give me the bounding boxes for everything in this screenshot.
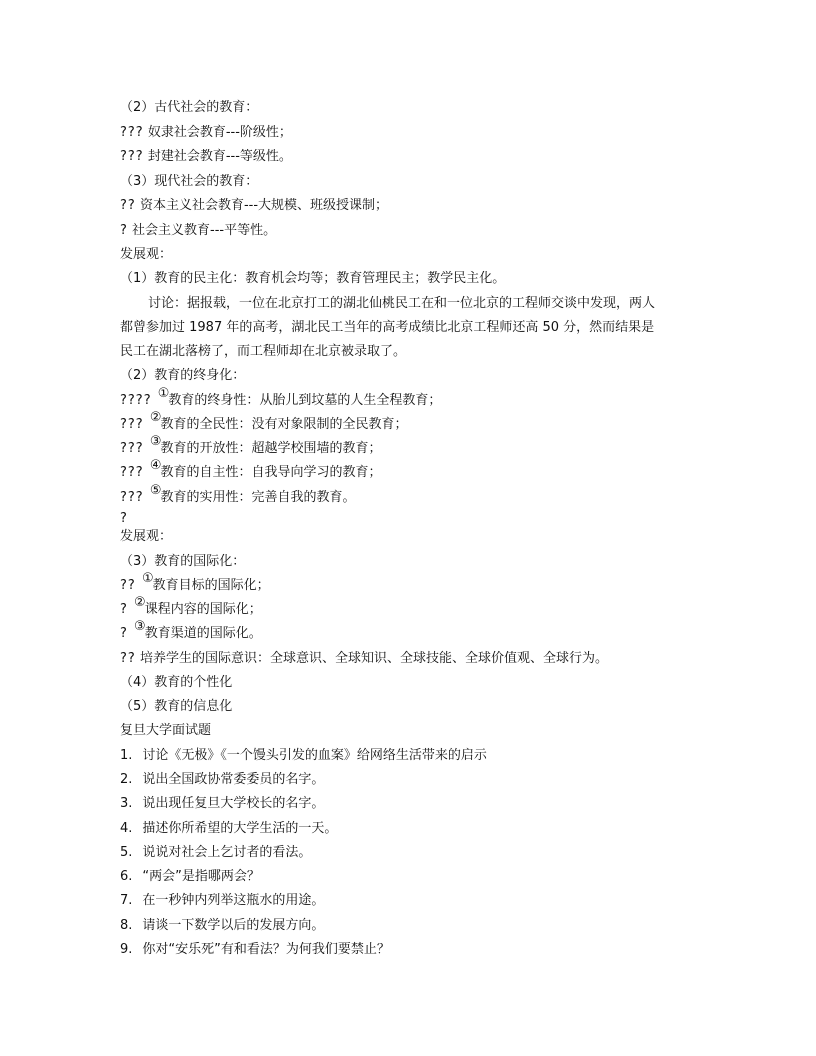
discussion-paragraph-line [148, 293, 655, 315]
list-item [120, 483, 356, 509]
question-number: 6. [120, 869, 133, 884]
unknown-glyphs: ???? [120, 393, 152, 408]
line-text: 社会主义教育---平等性。 [132, 223, 277, 238]
line-text: 复旦大学面试题 [120, 723, 212, 738]
heading-development-view [120, 244, 172, 266]
question-item [120, 866, 260, 888]
unknown-glyphs: ?? [120, 198, 136, 213]
heading-fudan-interview [120, 720, 211, 742]
unknown-glyphs: ??? [120, 465, 144, 480]
line-text: （2）古代社会的教育： [120, 100, 259, 115]
question-number: 1. [120, 748, 133, 763]
line-text: （3）教育的国际化： [120, 554, 246, 569]
heading-development-view [120, 526, 172, 548]
line-text: 教育的自主性：自我导向学习的教育； [160, 465, 382, 480]
unknown-glyphs: ??? [120, 149, 144, 164]
list-item [120, 619, 262, 645]
line-text: 奴隶社会教育---阶级性； [147, 125, 292, 140]
heading-ancient-education [120, 97, 258, 119]
line-text: 民工在湖北落榜了，而工程师却在北京被录取了。 [120, 344, 407, 359]
question-text: 描述你所希望的大学生活的一天。 [142, 821, 338, 836]
heading-modern-education [120, 171, 258, 193]
heading-internationalization [120, 551, 245, 573]
question-text: 说出全国政协常委委员的名字。 [142, 772, 325, 787]
line-text: 发展观： [120, 247, 173, 262]
line-text: 资本主义社会教育---大规模、班级授课制； [139, 198, 389, 213]
question-item [120, 939, 390, 961]
line-text: ? [120, 511, 127, 526]
question-number: 2. [120, 772, 133, 787]
question-number: 5. [120, 845, 133, 860]
heading-informatization [120, 696, 232, 718]
circled-number: ② [134, 595, 146, 610]
line-text: 教育的终身性：从胎儿到坟墓的人生全程教育； [168, 393, 442, 408]
list-item [120, 195, 388, 217]
question-text: “两会”是指哪两会？ [142, 869, 260, 884]
question-text: 说说对社会上乞讨者的看法。 [142, 845, 312, 860]
circled-number: ⑤ [149, 483, 162, 498]
unknown-glyphs: ? [120, 602, 128, 617]
line-text: 课程内容的国际化； [144, 602, 262, 617]
unknown-glyphs: ? [120, 223, 128, 238]
unknown-glyphs: ??? [120, 125, 144, 140]
line-text: 教育渠道的国际化。 [144, 626, 262, 641]
line-text: 讨论：据报载，一位在北京打工的湖北仙桃民工在和一位北京的工程师交谈中发现，两人 [148, 296, 656, 311]
unknown-glyphs: ?? [120, 578, 136, 593]
unknown-glyphs: ??? [120, 441, 144, 456]
discussion-paragraph-line [120, 341, 406, 363]
line-text: 教育的开放性：超越学校围墙的教育； [160, 441, 382, 456]
line-text: 培养学生的国际意识：全球意识、全球知识、全球技能、全球价值观、全球行为。 [139, 651, 608, 666]
line-text: 教育的实用性：完善自我的教育。 [160, 490, 356, 505]
question-text: 请谈一下数学以后的发展方向。 [142, 918, 325, 933]
line-text: （1）教育的民主化：教育机会均等；教育管理民主；教学民主化。 [120, 271, 506, 286]
question-item [120, 818, 337, 840]
line-text: （3）现代社会的教育： [120, 174, 259, 189]
question-item [120, 793, 324, 815]
list-item [120, 146, 292, 168]
line-text: 教育的全民性：没有对象限制的全民教育； [160, 417, 408, 432]
circled-number: ④ [149, 458, 162, 473]
question-number: 7. [120, 893, 133, 908]
unknown-glyphs: ? [120, 626, 128, 641]
question-item [120, 842, 311, 864]
question-item [120, 915, 324, 937]
line-text: 发展观： [120, 529, 173, 544]
question-item [120, 769, 324, 791]
unknown-glyphs: ??? [120, 417, 144, 432]
line-text: （5）教育的信息化 [120, 699, 233, 714]
unknown-glyphs: ??? [120, 490, 144, 505]
circled-number: ① [157, 386, 170, 401]
heading-democratization [120, 268, 505, 290]
question-text: 讨论《无极》《一个馒头引发的血案》给网络生活带来的启示 [142, 748, 487, 763]
line-text: （4）教育的个性化 [120, 675, 233, 690]
question-text: 说出现任复旦大学校长的名字。 [142, 796, 325, 811]
list-item [120, 220, 276, 242]
question-number: 3. [120, 796, 133, 811]
question-number: 4. [120, 821, 133, 836]
question-number: 8. [120, 918, 133, 933]
list-item [120, 386, 442, 412]
question-item [120, 890, 324, 912]
circled-number: ③ [134, 619, 146, 634]
circled-number: ① [141, 571, 154, 586]
line-text: 教育目标的国际化； [152, 578, 270, 593]
line-text: 封建社会教育---等级性。 [147, 149, 292, 164]
question-text: 在一秒钟内列举这瓶水的用途。 [142, 893, 325, 908]
heading-lifelong [120, 365, 245, 387]
line-text: （2）教育的终身化： [120, 368, 246, 383]
circled-number: ② [149, 410, 162, 425]
question-text: 你对“安乐死”有和看法？为何我们要禁止？ [142, 942, 390, 957]
line-text: 都曾参加过 1987 年的高考，湖北民工当年的高考成绩比北京工程师还高 50 分，然而结果是 [120, 320, 655, 335]
unknown-glyphs: ?? [120, 651, 136, 666]
heading-individualization [120, 672, 232, 694]
question-item [120, 745, 487, 767]
list-item [120, 648, 608, 670]
list-item [120, 410, 408, 436]
question-number: 9. [120, 942, 133, 957]
discussion-paragraph-line [120, 317, 654, 339]
circled-number: ③ [149, 434, 162, 449]
list-item [120, 122, 292, 144]
